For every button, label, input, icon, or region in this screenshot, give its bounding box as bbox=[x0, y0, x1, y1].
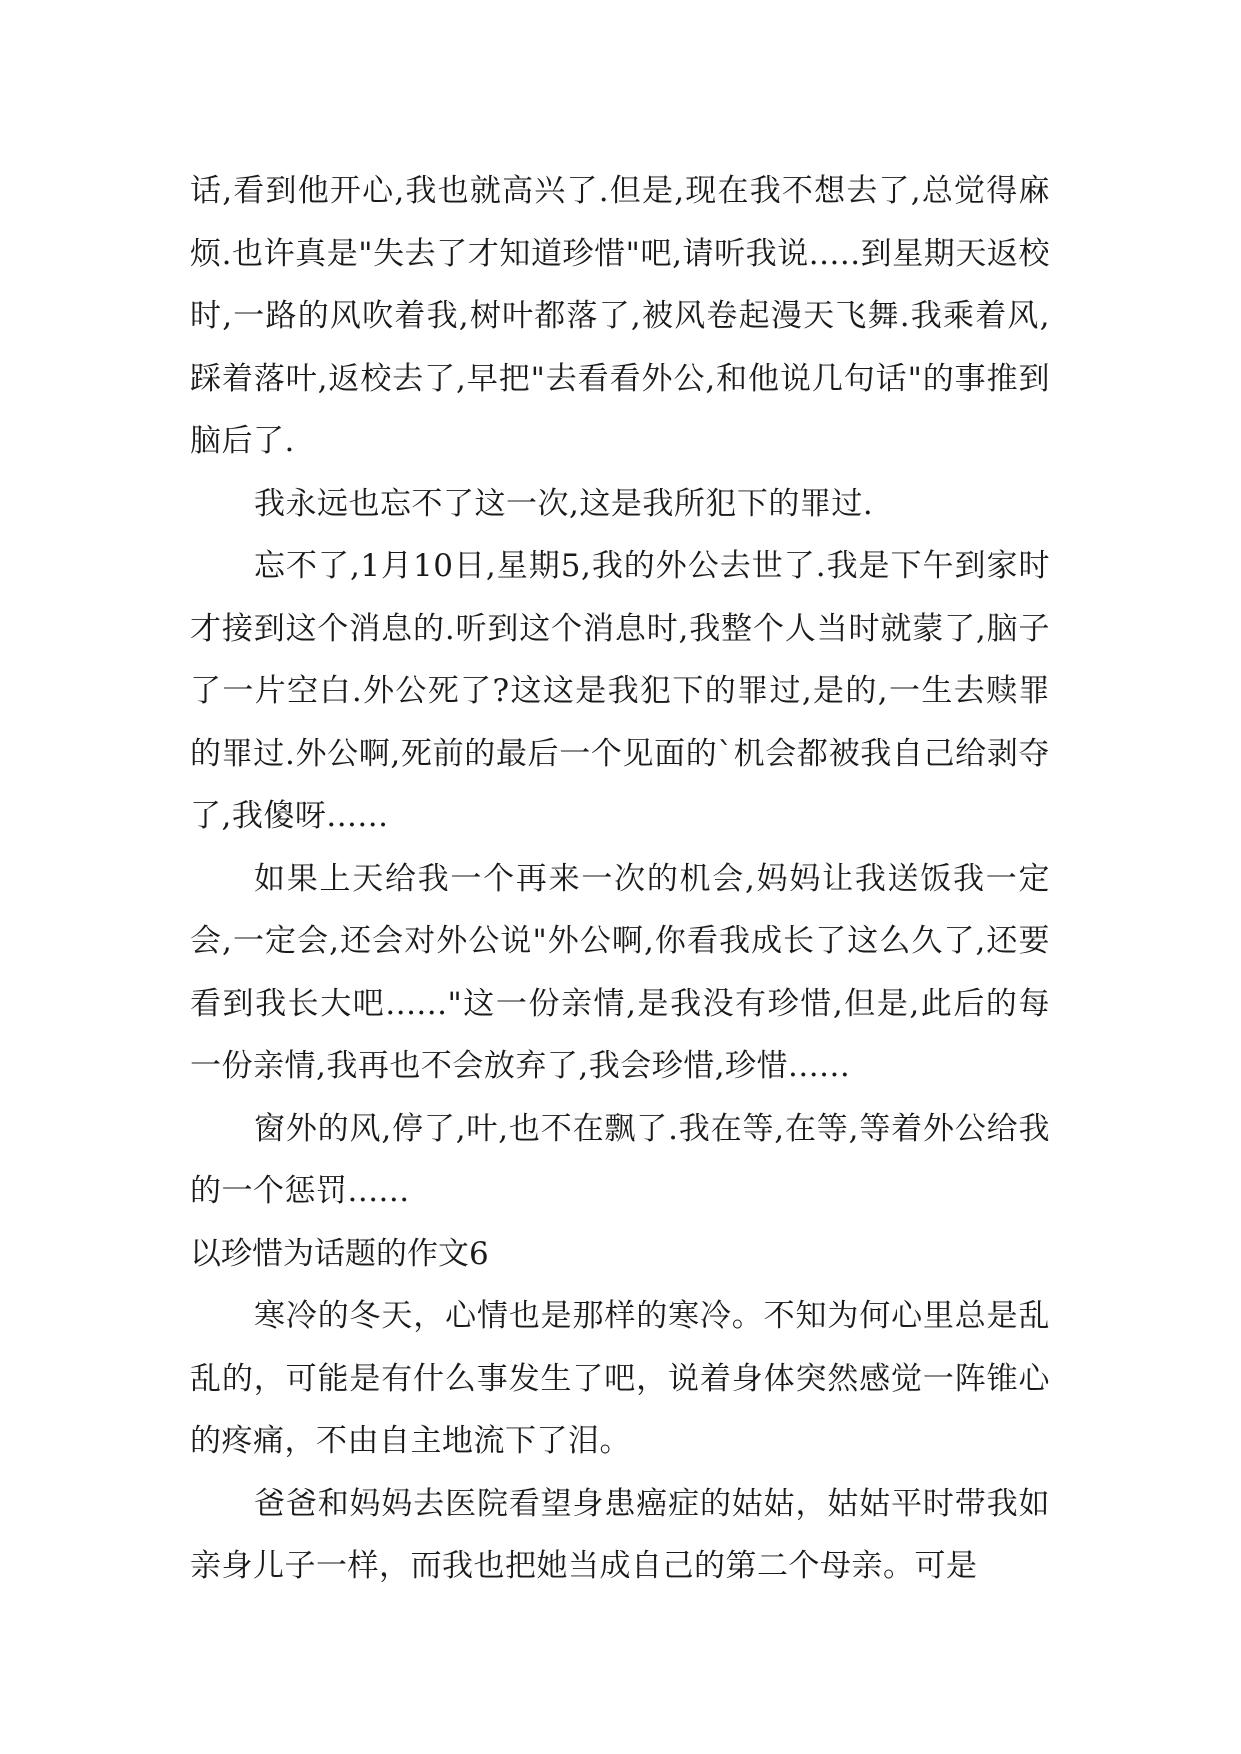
paragraph: 爸爸和妈妈去医院看望身患癌症的姑姑，姑姑平时带我如亲身儿子一样，而我也把她当成自己的第二个母亲。可是 bbox=[190, 1485, 1050, 1584]
paragraph: 寒冷的冬天，心情也是那样的寒冷。不知为何心里总是乱乱的，可能是有什么事发生了吧，说着身体突然感觉一阵锥心的疼痛，不由自主地流下了泪。 bbox=[190, 1298, 1050, 1459]
paragraph: 窗外的风,停了,叶,也不在飘了.我在等,在等,等着外公给我的一个惩罚...... bbox=[190, 1110, 1050, 1209]
document-body bbox=[190, 160, 1050, 1598]
paragraph: 忘不了,1月10日,星期5,我的外公去世了.我是下午到家时才接到这个消息的.听到这个消息时,我整个人当时就蒙了,脑子了一片空白.外公死了?这这是我犯下的罪过,是的,一生去赎罪的罪过.外公啊,死前的最后一个见面的`机会都被我自己给剥夺了,我傻呀...... bbox=[190, 548, 1050, 834]
section-title: 以珍惜为话题的作文6 bbox=[190, 1235, 489, 1272]
paragraph: 如果上天给我一个再来一次的机会,妈妈让我送饭我一定会,一定会,还会对外公说"外公啊,你看我成长了这么久了,还要看到我长大吧......"这一份亲情,是我没有珍惜,但是,此后的每一份亲情,我再也不会放弃了,我会珍惜,珍惜...... bbox=[190, 860, 1050, 1084]
paragraph: 我永远也忘不了这一次,这是我所犯下的罪过. bbox=[254, 485, 874, 522]
paragraph-continued: 话,看到他开心,我也就高兴了.但是,现在我不想去了,总觉得麻烦.也许真是"失去了才知道珍惜"吧,请听我说.....到星期天返校时,一路的风吹着我,树叶都落了,被风卷起漫天飞舞.我乘着风,踩着落叶,返校去了,早把"去看看外公,和他说几句话"的事推到脑后了. bbox=[190, 173, 1050, 459]
